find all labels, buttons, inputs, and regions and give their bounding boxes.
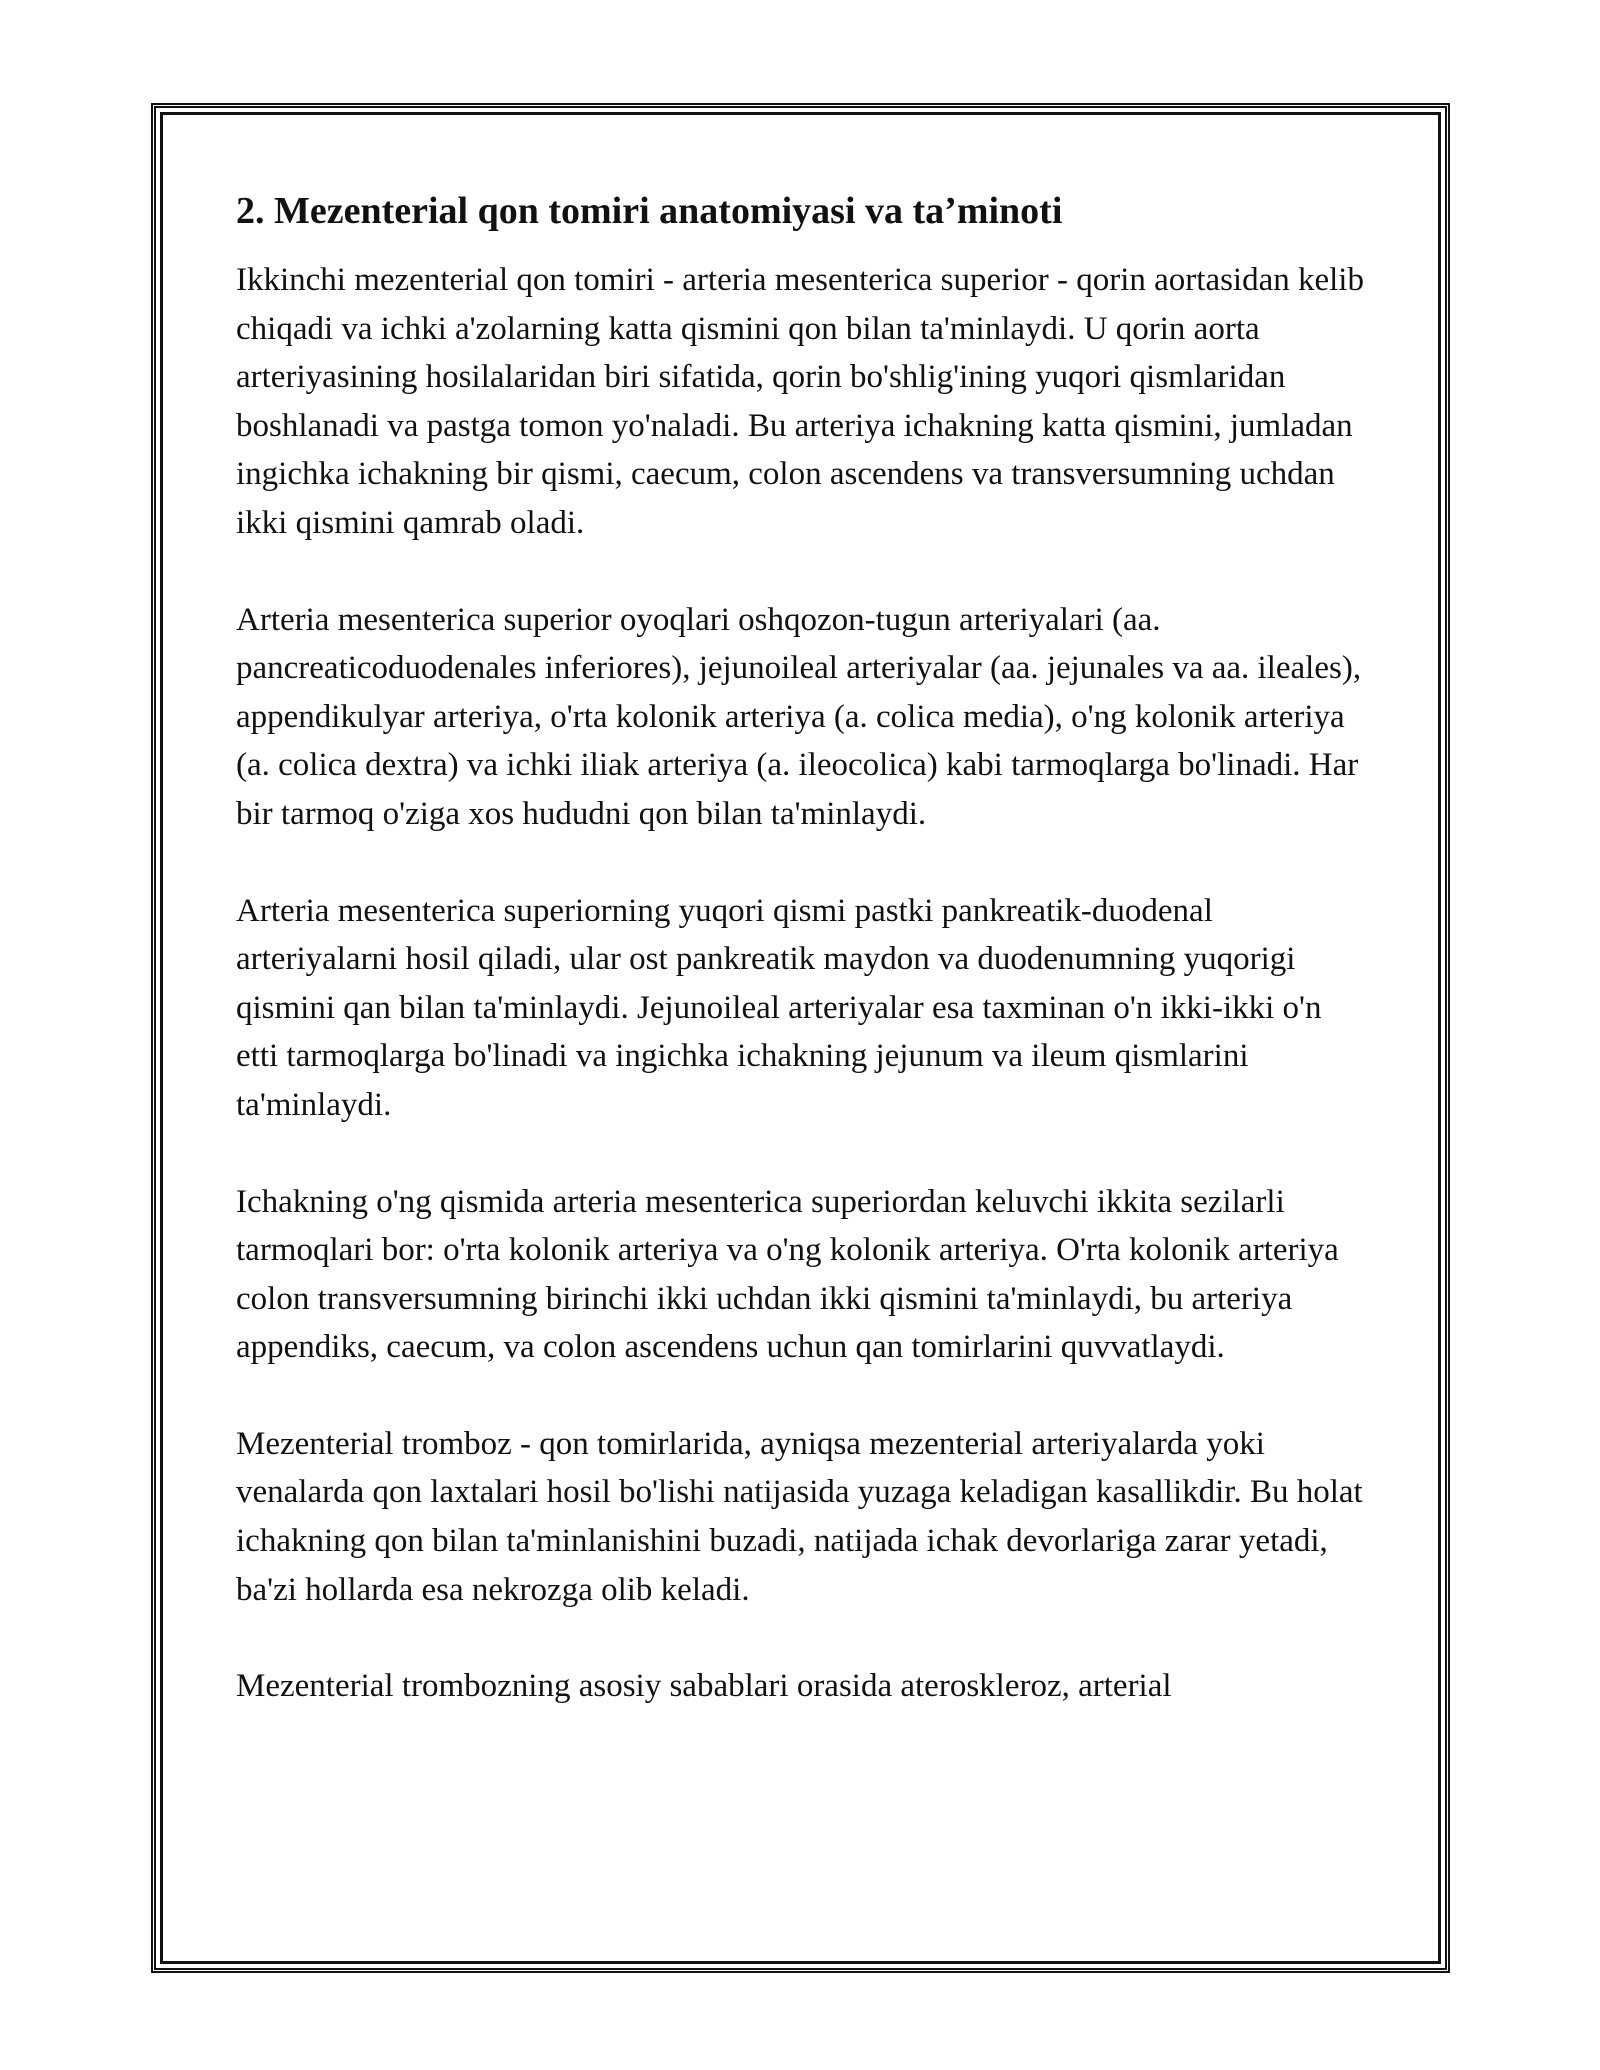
section-heading: 2. Mezenterial qon tomiri anatomiyasi va ta’minoti (236, 190, 1063, 232)
paragraph: Ikkinchi mezenterial qon tomiri - arteria mesenterica superior - qorin aortasidan kelib chiqadi va ichki a'zolarning katta qismini qon bilan ta'minlaydi. U qorin aorta arteriyasining hosilalaridan biri sifatida, qorin bo'shlig'ining yuqori qismlaridan boshlanadi va pastga tomon yo'naladi. Bu arteriya ichakning katta qismini, jumladan ingichka ichakning bir qismi, caecum, colon ascendens va transversumning uchdan ikki qismini qamrab oladi. (236, 262, 1364, 541)
paragraph: Arteria mesenterica superior oyoqlari oshqozon-tugun arteriyalari (aa. pancreaticoduodenales inferiores), jejunoileal arteriyalar (aa. jejunales va aa. ileales), appendikulyar arteriya, o'rta kolonik arteriya (a. colica media), o'ng kolonik arteriya (a. colica dextra) va ichki iliak arteriya (a. ileocolica) kabi tarmoqlarga bo'linadi. Har bir tarmoq o'ziga xos hududni qon bilan ta'minlaydi. (236, 601, 1362, 832)
paragraph: Mezenterial trombozning asosiy sabablari orasida ateroskleroz, arterial (236, 1668, 1172, 1705)
paragraph: Mezenterial tromboz - qon tomirlarida, ayniqsa mezenterial arteriyalarda yoki venalarda qon laxtalari hosil bo'lishi natijasida yuzaga keladigan kasallikdir. Bu holat ichakning qon bilan ta'minlanishini buzadi, natijada ichak devorlariga zarar yetadi, ba'zi hollarda esa nekrozga olib keladi. (236, 1425, 1363, 1608)
paragraph: Ichakning o'ng qismida arteria mesenterica superiordan keluvchi ikkita sezilarli tarmoqlari bor: o'rta kolonik arteriya va o'ng kolonik arteriya. O'rta kolonik arteriya colon transversumning birinchi ikki uchdan ikki qismini ta'minlaydi, bu arteriya appendiks, caecum, va colon ascendens uchun qan tomirlarini quvvatlaydi. (236, 1183, 1339, 1366)
paragraph: Arteria mesenterica superiorning yuqori qismi pastki pankreatik-duodenal arteriyalarni hosil qiladi, ular ost pankreatik maydon va duodenumning yuqorigi qismini qan bilan ta'minlaydi. Jejunoileal arteriyalar esa taxminan o'n ikki-ikki o'n etti tarmoqlarga bo'linadi va ingichka ichakning jejunum va ileum qismlarini ta'minlaydi. (236, 892, 1322, 1123)
document-body (236, 188, 1366, 1711)
